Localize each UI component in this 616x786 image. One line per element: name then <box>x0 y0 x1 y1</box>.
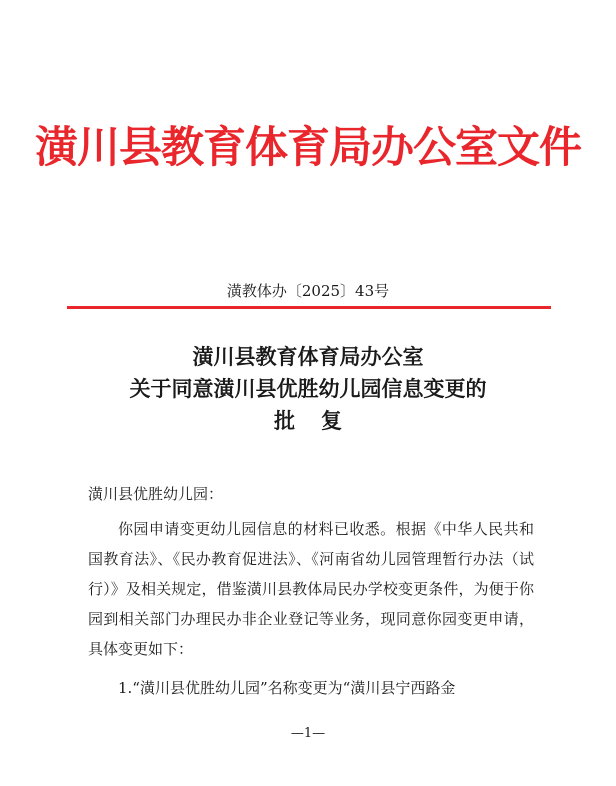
subject-block <box>0 341 616 437</box>
subject-line-2: 关于同意潢川县优胜幼儿园信息变更的 <box>129 376 487 401</box>
page-number: —1— <box>290 726 326 741</box>
document-header-title: 潢川县教育体育局办公室文件 <box>35 123 581 173</box>
body-paragraph: 你园申请变更幼儿园信息的材料已收悉。根据《中华人民共和国教育法》、《民办教育促进法》、《河南省幼儿园管理暂行办法（试行）》及相关规定，借鉴潢川县教体局民办学校变更条件，为便于你园到相关部门办理民办非企业登记等业务，现同意你园变更申请，具体变更如下： <box>88 520 534 658</box>
subject-line-3: 批复 <box>274 408 368 433</box>
red-divider-line <box>67 306 551 309</box>
salutation: 潢川县优胜幼儿园： <box>88 485 224 503</box>
subject-line-1: 潢川县教育体育局办公室 <box>192 344 424 369</box>
change-item-1: 1.“潢川县优胜幼儿园”名称变更为“潢川县宁西路金 <box>118 679 456 697</box>
document-number: 潢教体办〔2025〕43号 <box>226 282 390 300</box>
